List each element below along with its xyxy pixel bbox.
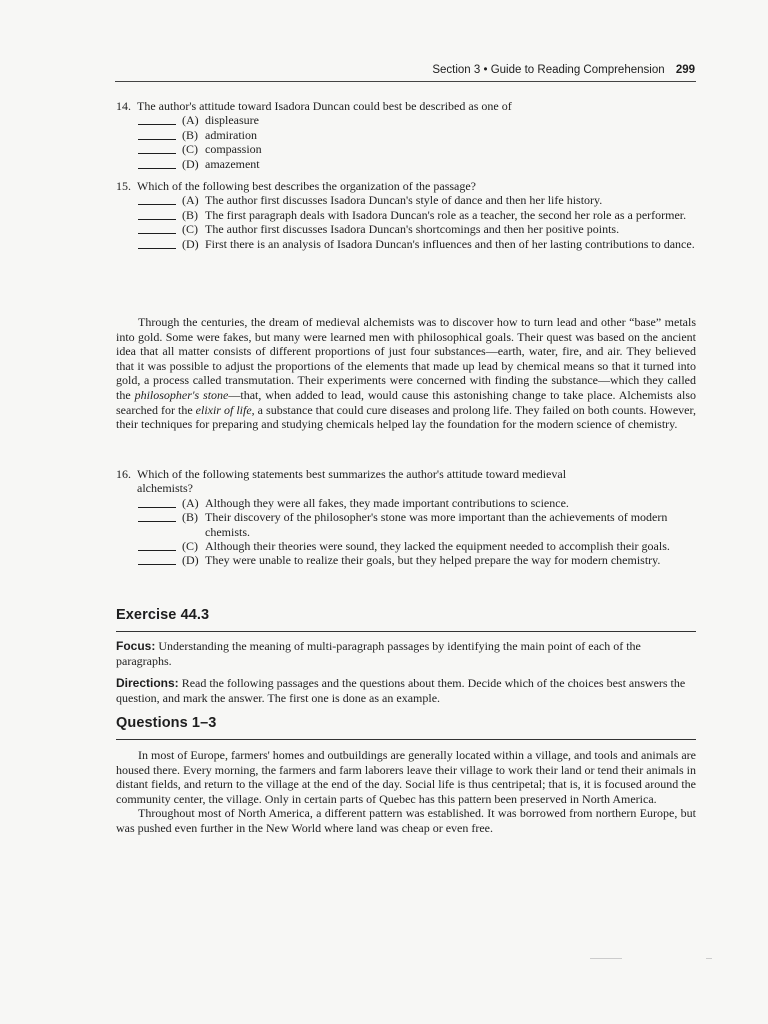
answer-choice-c[interactable] <box>116 222 696 236</box>
answer-choice-c[interactable] <box>116 539 696 553</box>
focus-statement <box>116 639 696 668</box>
answer-blank[interactable] <box>138 248 176 249</box>
directions-text: Read the following passages and the questions about them. Decide which of the choices best answers the question, and mark the answer. The first one is done as an example. <box>116 676 686 705</box>
choice-text: Although their theories were sound, they lacked the equipment needed to accomplish their goals. <box>205 539 670 554</box>
page-number: 299 <box>675 64 695 76</box>
answer-blank[interactable] <box>138 233 176 234</box>
choice-letter: (B) <box>182 127 198 142</box>
passage-paragraph: In most of Europe, farmers' homes and outbuildings are generally located within a village, and tools and animals are housed there. Every morning, the farmers and farm laborers leave their village to work their land or tend their animals in distant fields, and return to the village at the end of the day. Social life is thus centripetal; that is, it is focused around the community center, the village. Only in certain parts of Quebec has this pattern been preserved in North America. <box>116 748 696 806</box>
passage-alchemy <box>116 315 696 432</box>
choice-text: compassion <box>205 142 262 157</box>
choice-text: amazement <box>205 156 260 171</box>
question-text-continued: alchemists? <box>137 481 193 496</box>
answer-choice-a[interactable] <box>116 113 696 127</box>
choice-text: Their discovery of the philosopher's stone was more important than the achievements of modern chemists. <box>205 510 668 539</box>
exercise-heading: Exercise 44.3 <box>116 607 696 632</box>
choice-letter: (C) <box>182 222 198 237</box>
choice-letter: (B) <box>182 207 198 222</box>
question-14 <box>116 99 696 171</box>
answer-blank[interactable] <box>138 153 176 154</box>
question-stem <box>116 99 696 113</box>
answer-blank[interactable] <box>138 521 176 522</box>
question-15 <box>116 179 696 251</box>
section-title: Guide to Reading Comprehension <box>490 64 665 76</box>
focus-label: Focus: <box>116 639 156 653</box>
directions-statement <box>116 676 696 705</box>
passage-paragraph <box>116 315 696 432</box>
choice-letter: (D) <box>182 156 199 171</box>
question-number: 15. <box>116 179 131 193</box>
question-16 <box>116 467 696 568</box>
question-number: 14. <box>116 99 131 113</box>
choice-letter: (C) <box>182 539 198 554</box>
choice-letter: (A) <box>182 495 199 510</box>
choice-text: The author first discusses Isadora Duncan's style of dance and then her life history. <box>205 193 603 208</box>
questions-heading: Questions 1–3 <box>116 715 696 740</box>
answer-blank[interactable] <box>138 564 176 565</box>
passage-villages <box>116 748 696 836</box>
choice-text: The author first discusses Isadora Duncan's shortcomings and then her positive points. <box>205 222 620 237</box>
section-label: Section 3 <box>432 64 481 76</box>
choice-letter: (A) <box>182 193 199 208</box>
choice-text: Although they were all fakes, they made important contributions to science. <box>205 495 569 510</box>
answer-blank[interactable] <box>138 550 176 551</box>
directions-label: Directions: <box>116 676 179 690</box>
choice-letter: (D) <box>182 553 199 568</box>
answer-blank[interactable] <box>138 219 176 220</box>
answer-choice-d[interactable] <box>116 157 696 171</box>
answer-blank[interactable] <box>138 204 176 205</box>
passage-text: Through the centuries, the dream of medieval alchemists was to discover how to turn lead and other “base” metals into gold. Some were fakes, but many were learned men with philosophical goals. Their quest was based on the ancient idea that all matter consists of different proportions of just four substances—earth, water, fire, and air. They believed that it was possible to adjust the proportions of the elements that made up lead by chemical means so that it turned into gold, a process called transmutation. Their experiments were concerned with finding the substance—which they called the <box>116 315 696 402</box>
passage-term: philosopher's stone <box>134 387 229 402</box>
passage-paragraph: Throughout most of North America, a different pattern was established. It was borrowed from northern Europe, but was pushed even further in the New World where land was cheap or even free. <box>116 806 696 835</box>
footer-mark <box>590 958 622 959</box>
choice-letter: (A) <box>182 113 199 128</box>
choice-letter: (D) <box>182 236 199 251</box>
question-number: 16. <box>116 467 131 481</box>
answer-choice-b[interactable] <box>116 510 696 539</box>
header-rule <box>115 81 696 82</box>
footer-mark <box>706 958 712 959</box>
focus-text: Understanding the meaning of multi-paragraph passages by identifying the main point of each of the paragraphs. <box>116 639 641 668</box>
question-text: Which of the following best describes the organization of the passage? <box>137 179 477 193</box>
answer-blank[interactable] <box>138 139 176 140</box>
question-stem <box>116 467 696 496</box>
choice-text: The first paragraph deals with Isadora Duncan's role as a teacher, the second her role as a performer. <box>205 207 687 222</box>
passage-text: —that, when added to lead, would cause this astonishing change to take place. Alchemists also searched for the <box>116 387 696 417</box>
answer-blank[interactable] <box>138 507 176 508</box>
choice-text: They were unable to realize their goals, but they helped prepare the way for modern chemistry. <box>205 553 661 568</box>
choice-letter: (C) <box>182 142 198 157</box>
running-head <box>415 64 695 80</box>
question-text: Which of the following statements best summarizes the author's attitude toward medieval <box>137 467 567 481</box>
choice-text: First there is an analysis of Isadora Duncan's influences and then of her lasting contributions to dance. <box>205 236 695 251</box>
answer-blank[interactable] <box>138 168 176 169</box>
passage-text: , a substance that could cure diseases and prolong life. They failed on both counts. However, their techniques for preparing and studying chemicals helped lay the foundation for the modern science of chemistry. <box>116 402 696 432</box>
answer-choice-d[interactable] <box>116 237 696 251</box>
answer-choice-a[interactable] <box>116 193 696 207</box>
answer-choice-b[interactable] <box>116 208 696 222</box>
question-stem <box>116 179 696 193</box>
passage-term: elixir of life <box>195 402 252 417</box>
choice-letter: (B) <box>182 510 198 525</box>
answer-blank[interactable] <box>138 124 176 125</box>
answer-choice-c[interactable] <box>116 142 696 156</box>
answer-choice-d[interactable] <box>116 553 696 567</box>
choice-text: displeasure <box>205 113 259 128</box>
answer-choice-a[interactable] <box>116 496 696 510</box>
bullet-separator: • <box>483 64 488 76</box>
answer-choice-b[interactable] <box>116 128 696 142</box>
question-text: The author's attitude toward Isadora Duncan could best be described as one of <box>137 99 512 113</box>
choice-text: admiration <box>205 127 257 142</box>
